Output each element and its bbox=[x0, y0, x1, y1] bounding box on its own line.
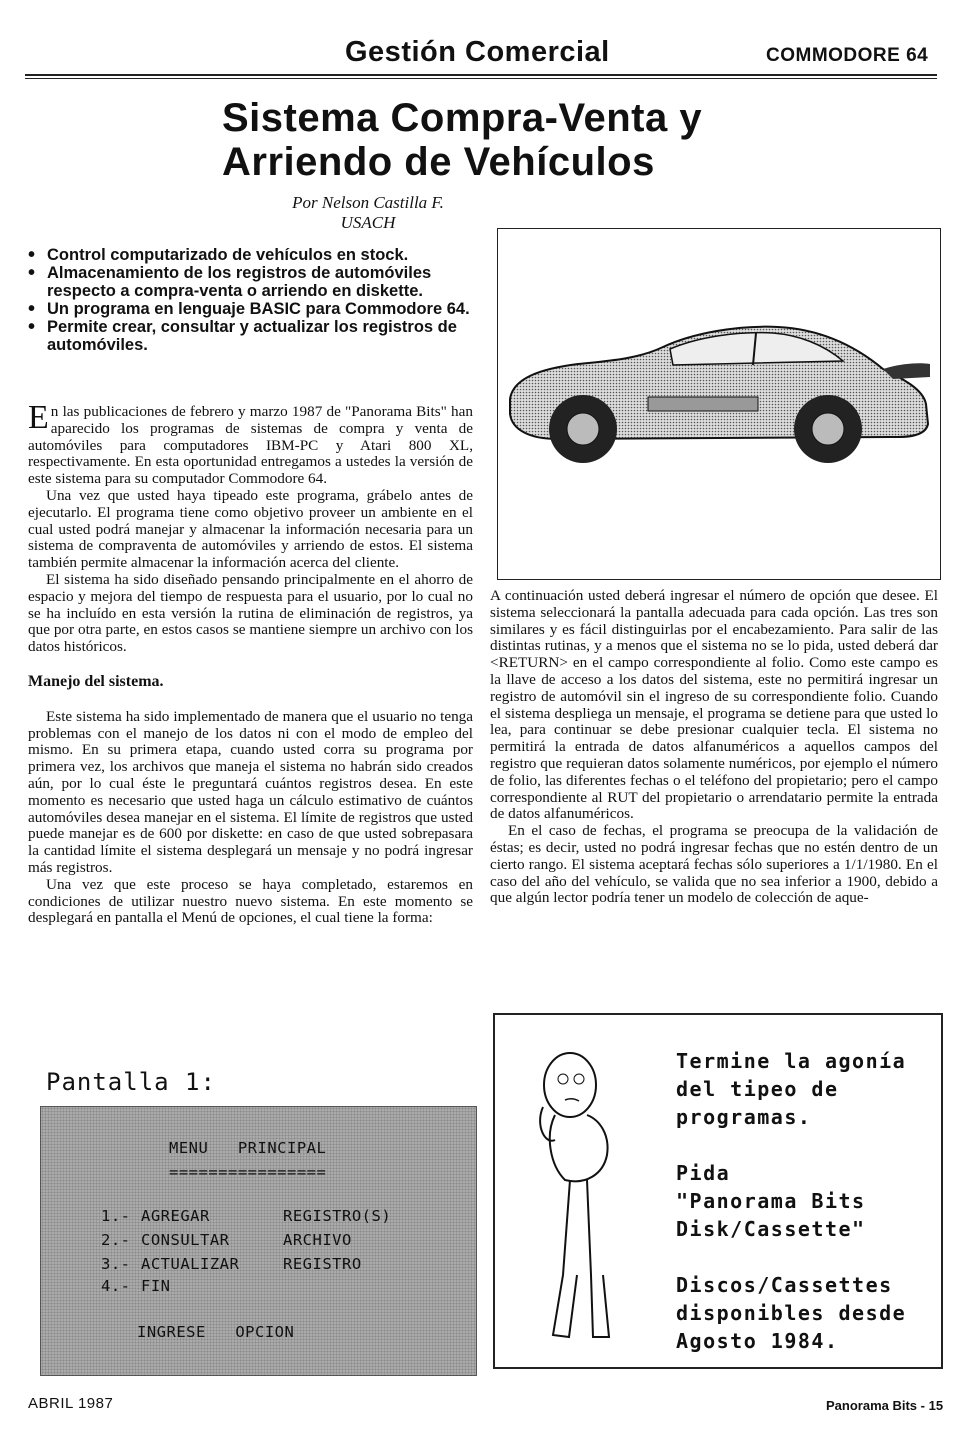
menu-item-action: FIN bbox=[141, 1277, 171, 1295]
screen-label: Pantalla 1: bbox=[46, 1068, 216, 1096]
car-illustration bbox=[497, 228, 941, 580]
ad-line: Agosto 1984. bbox=[676, 1329, 839, 1353]
right-column bbox=[490, 588, 938, 907]
paragraph: Este sistema ha sido implementado de manera que el usuario no tenga problemas con el manejo de los datos ni con el modo de empleo del mismo. En su primera etapa, cuando usted corra su programa por primera vez, los archivos que maneja el sistema no habrán sido creados aún, por lo cual éste le preguntará cuántos registros desea. En este momento es necesario que usted haga un cálculo estimativo de cuántos automóviles desea manejar en el sistema. El límite de registros que usted puede manejar es de 600 por diskette: en caso de que usted sobrepasara la cantidad límite el sistema desplegará un mensaje y no podrá ingresar más registros. bbox=[28, 707, 473, 876]
menu-item-action: ACTUALIZAR bbox=[141, 1255, 240, 1273]
bullet-item: • Control computarizado de vehículos en stock. bbox=[28, 246, 478, 264]
paragraph: Una vez que usted haya tipeado este programa, grábelo antes de ejecutarlo. El programa tiene como objetivo proveer un ambiente en el cual usted podrá manejar y almacenar la información necesaria para un sistema de compraventa de automóviles y arriendo de estos. El sistema también permite almacenar la información acerca del cliente. bbox=[28, 486, 473, 572]
paragraph: A continuación usted deberá ingresar el número de opción que desee. El sistema seleccionará la pantalla adecuada para cada opción. Las tres son similares y es fácil distinguirlas por el encabezamiento. Para salir de las distintas rutinas, y a menos que el sistema no se lo pida, usted deberá dar <RETURN> en el campo correspondiente al folio. Como este campo es la llave de acceso a los datos del sistema, este no permitirá ingresar un registro de automóvil sin el ingreso de su correspondiente folio. Cuando el sistema despliega un mensaje, el programa se detiene para que usted lo lea, para continuar se debe presionar cualquier tecla. El sistema no permitirá la entrada de datos alfanuméricos a aquellos campos del registro que requieran datos solamente numéricos, por ejemplo el número de folio, las diferentes fechas o el teléfono del propietario; pero el campo correspondiente al RUT del propietario o arrendatario permite la entrada de datos alfanuméricos. bbox=[490, 587, 938, 823]
menu-item-object: REGISTRO bbox=[283, 1255, 362, 1273]
ad-spacer bbox=[676, 1243, 906, 1271]
paragraph-text: n las publicaciones de febrero y marzo 1987 de "Panorama Bits" han aparecido los programas de sistemas de compra y venta de automóviles para computadores IBM-PC y Atari 800 XL, respectivamente. En esta oportunidad entregamos a ustedes la versión de este sistema para su computador Commodore 64. bbox=[28, 403, 473, 488]
institution: USACH bbox=[340, 213, 396, 232]
ad-line: "Panorama Bits bbox=[676, 1189, 866, 1213]
byline bbox=[278, 193, 458, 233]
header-rule-thin bbox=[25, 78, 937, 79]
menu-item-action: CONSULTAR bbox=[141, 1231, 230, 1249]
car-icon bbox=[498, 229, 940, 579]
menu-screen bbox=[40, 1106, 477, 1376]
menu-item-num: 3.- bbox=[101, 1255, 131, 1273]
menu-item-num: 2.- bbox=[101, 1231, 131, 1249]
article-title bbox=[222, 96, 702, 184]
ad-line: Pida bbox=[676, 1161, 731, 1185]
paragraph: El sistema ha sido diseñado pensando principalmente en el ahorro de espacio y mejora del tiempo de respuesta para el usuario, por lo cual no se ha incluído en esta versión la rutina de eliminación de registros, ya que por otra parte, en estos casos se mantiene siempre un archivo con los datos históricos. bbox=[28, 570, 473, 656]
ad-line: programas. bbox=[676, 1105, 812, 1129]
title-line-1: Sistema Compra-Venta y bbox=[222, 96, 703, 140]
advertisement-box bbox=[493, 1013, 943, 1369]
paragraph: Una vez que este proceso se haya completado, estaremos en condiciones de utilizar nuestro nuevo sistema. En este momento se desplegará en pantalla el Menú de opciones, el cual tiene la forma: bbox=[28, 875, 473, 927]
menu-item-object: REGISTRO(S) bbox=[283, 1207, 392, 1225]
menu-item-num: 4.- bbox=[101, 1277, 131, 1295]
title-line-2: Arriendo de Vehículos bbox=[222, 140, 655, 184]
summary-bullets bbox=[28, 246, 478, 354]
brand-label: COMMODORE 64 bbox=[766, 45, 929, 66]
ad-line: Disk/Cassette" bbox=[676, 1217, 866, 1241]
header-rule bbox=[25, 74, 937, 76]
paragraph: En el caso de fechas, el programa se preocupa de la validación de éstas; es decir, usted no podrá ingresar fechas que no estén dentro de un cierto rango. El sistema aceptará fechas sólo superiores a 1/1/1980. En el caso del año del vehículo, se valida que no sea inferior a 1900, debido a que algún lector podría tener un modelo de colección de aque- bbox=[490, 822, 938, 907]
menu-item-object: ARCHIVO bbox=[283, 1231, 352, 1249]
bullet-item: • Almacenamiento de los registros de automóviles respecto a compra-venta o arriendo en diskette. bbox=[28, 264, 478, 300]
ad-line: del tipeo de bbox=[676, 1077, 839, 1101]
left-column bbox=[28, 399, 473, 927]
author: Por Nelson Castilla F. bbox=[292, 193, 444, 212]
bullet-item: • Un programa en lenguaje BASIC para Commodore 64. bbox=[28, 300, 478, 318]
ad-line: Termine la agonía bbox=[676, 1049, 907, 1073]
menu-item-num: 1.- bbox=[101, 1207, 131, 1225]
menu-prompt: INGRESE OPCION bbox=[137, 1323, 295, 1341]
ad-line: Discos/Cassettes bbox=[676, 1273, 893, 1297]
subheading: Manejo del sistema. bbox=[28, 672, 164, 690]
footer-page: Panorama Bits - 15 bbox=[826, 1398, 944, 1413]
footer-date: ABRIL 1987 bbox=[28, 1395, 114, 1412]
ad-copy bbox=[676, 1047, 906, 1355]
ad-spacer bbox=[676, 1131, 906, 1159]
bullet-item: • Permite crear, consultar y actualizar los registros de automóviles. bbox=[28, 318, 478, 354]
ad-line: disponibles desde bbox=[676, 1301, 907, 1325]
paragraph-intro bbox=[28, 399, 473, 488]
menu-underline: ================ bbox=[169, 1163, 327, 1181]
section-title: Gestión Comercial bbox=[345, 36, 610, 68]
person-cartoon-icon bbox=[525, 1045, 635, 1355]
menu-item-action: AGREGAR bbox=[141, 1207, 210, 1225]
menu-title: MENU PRINCIPAL bbox=[169, 1139, 327, 1157]
drop-cap: E bbox=[28, 399, 49, 436]
